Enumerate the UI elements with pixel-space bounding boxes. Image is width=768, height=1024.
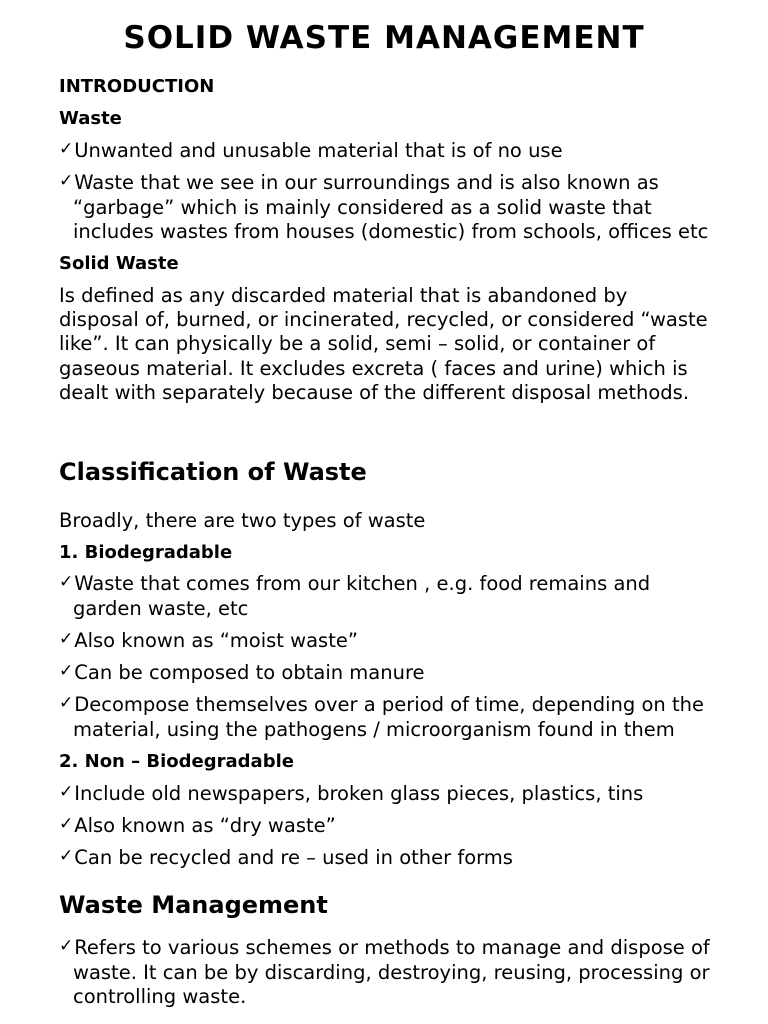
non-biodegradable-bullet-text: Also known as “dry waste” (74, 814, 336, 837)
biodegradable-bullet-text: Waste that comes from our kitchen , e.g. food remains and garden waste, etc (73, 572, 651, 621)
check-mark-icon: ✓ (59, 572, 74, 592)
check-mark-icon: ✓ (59, 629, 74, 649)
biodegradable-bullet-text: Also known as “moist waste” (74, 629, 358, 652)
waste-management-heading: Waste Management (59, 891, 328, 919)
check-mark-icon: ✓ (59, 936, 74, 956)
introduction-heading: INTRODUCTION (59, 76, 215, 97)
non-biodegradable-bullet-text: Include old newspapers, broken glass pieces, plastics, tins (74, 782, 644, 805)
check-mark-icon: ✓ (59, 661, 74, 681)
check-mark-icon: ✓ (59, 693, 74, 713)
biodegradable-bullet-item (59, 629, 719, 654)
biodegradable-bullet-text: Decompose themselves over a period of time, depending on the material, using the pathogens / microorganism found in them (73, 693, 704, 742)
waste-bullet-text: Waste that we see in our surroundings and is also known as “garbage” which is mainly considered as a solid waste that includes wastes from houses (domestic) from schools, offices etc (73, 171, 709, 244)
biodegradable-bullet-text: Can be composed to obtain manure (74, 661, 425, 684)
solid-waste-paragraph: Is defined as any discarded material that is abandoned by disposal of, burned, or incinerated, recycled, or considered “waste like”. It can physically be a solid, semi – solid, or container of gaseous material. It excludes excreta ( faces and urine) which is dealt with separately because of the different disposal methods. (59, 284, 708, 404)
waste-heading: Waste (59, 108, 122, 129)
classification-intro: Broadly, there are two types of waste (59, 509, 426, 532)
non-biodegradable-bullet-text: Can be recycled and re – used in other forms (74, 846, 513, 869)
document-title: SOLID WASTE MANAGEMENT (123, 20, 645, 56)
non-biodegradable-bullet-item (59, 782, 719, 807)
check-mark-icon: ✓ (59, 846, 74, 866)
waste-management-bullet-text: Refers to various schemes or methods to manage and dispose of waste. It can be by discarding, destroying, reusing, processing or controlling waste. (73, 936, 710, 1009)
waste-management-bullet-item (59, 936, 719, 1010)
biodegradable-bullet-item (59, 572, 719, 621)
solid-waste-heading: Solid Waste (59, 253, 179, 274)
non-biodegradable-bullet-item (59, 846, 719, 871)
waste-bullet-text: Unwanted and unusable material that is of no use (74, 139, 563, 162)
biodegradable-heading: 1. Biodegradable (59, 542, 233, 563)
check-mark-icon: ✓ (59, 782, 74, 802)
biodegradable-bullet-item (59, 693, 719, 742)
check-mark-icon: ✓ (59, 171, 74, 191)
non-biodegradable-heading: 2. Non – Biodegradable (59, 751, 294, 772)
waste-bullet-item (59, 171, 719, 245)
check-mark-icon: ✓ (59, 139, 74, 159)
classification-heading: Classification of Waste (59, 458, 367, 486)
non-biodegradable-bullet-item (59, 814, 719, 839)
check-mark-icon: ✓ (59, 814, 74, 834)
waste-bullet-item (59, 139, 719, 164)
biodegradable-bullet-item (59, 661, 719, 686)
